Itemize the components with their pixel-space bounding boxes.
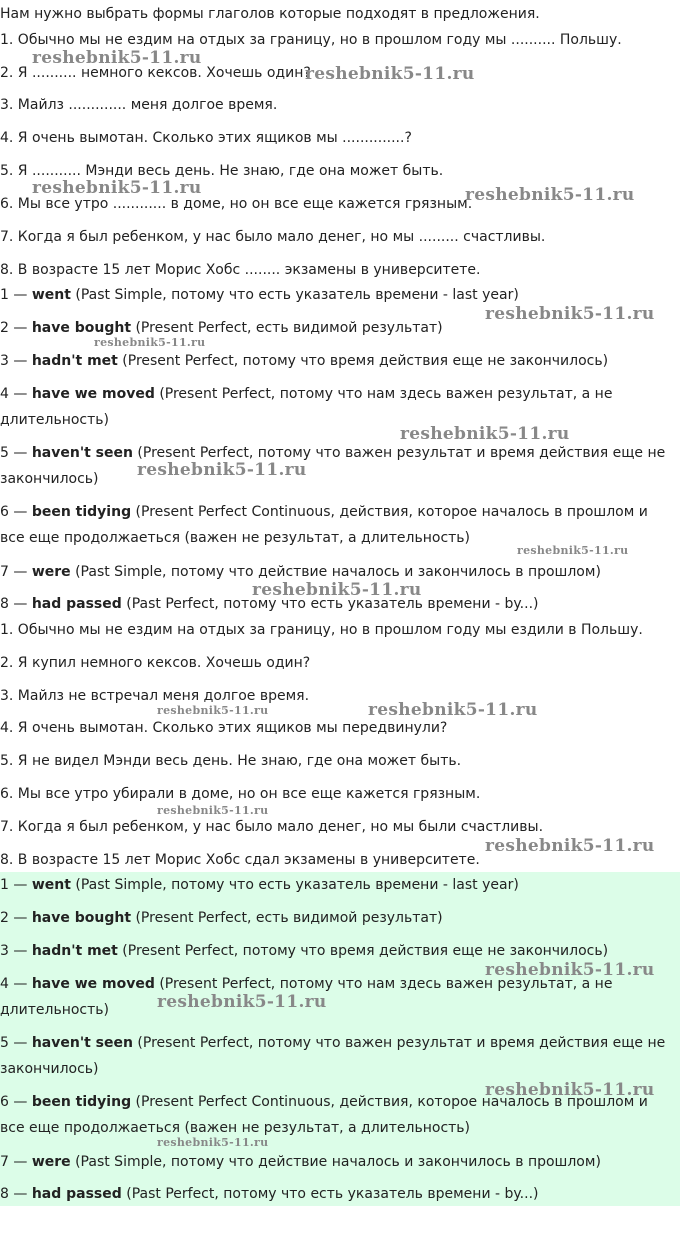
answer-verb: have bought [31, 320, 132, 336]
watermark: reshebnik5-11.ru [305, 64, 475, 84]
answer-number: 2 — [0, 910, 28, 926]
answer-verb: have we moved [31, 976, 155, 992]
filled-sentence-2: 2. Я купил немного кексов. Хочешь один? [0, 655, 311, 671]
watermark: reshebnik5-11.ru [94, 336, 206, 349]
answer-number: 3 — [0, 353, 28, 369]
answer-number: 1 — [0, 287, 28, 303]
answer-note: (Past Simple, потому что действие началось и закончилось в прошлом) [75, 564, 601, 580]
watermark: reshebnik5-11.ru [157, 1136, 269, 1149]
watermark: reshebnik5-11.ru [32, 178, 202, 198]
answer-verb: haven't seen [31, 445, 133, 461]
answer-note: (Present Perfect, есть видимой результат) [135, 320, 443, 336]
question-2: 2. Я .......... немного кексов. Хочешь один? [0, 65, 311, 81]
answer-verb: been tidying [31, 504, 132, 520]
answer-number: 8 — [0, 1186, 28, 1202]
answer-note: (Present Perfect, есть видимой результат) [135, 910, 443, 926]
filled-sentence-1: 1. Обычно мы не ездим на отдых за границу, но в прошлом году мы ездили в Польшу. [0, 622, 643, 638]
watermark: reshebnik5-11.ru [465, 185, 635, 205]
answer-number: 6 — [0, 504, 28, 520]
filled-sentence-6: 6. Мы все утро убирали в доме, но он все еще кажется грязным. [0, 786, 481, 802]
question-1: 1. Обычно мы не ездим на отдых за границу, но в прошлом году мы .......... Польшу. [0, 32, 622, 48]
watermark: reshebnik5-11.ru [252, 580, 422, 600]
answer-verb: hadn't met [31, 943, 118, 959]
filled-sentence-3: 3. Майлз не встречал меня долгое время. [0, 688, 310, 704]
filled-sentence-8: 8. В возрасте 15 лет Морис Хобс сдал экзамены в университете. [0, 852, 480, 868]
watermark: reshebnik5-11.ru [517, 544, 629, 557]
watermark: reshebnik5-11.ru [368, 700, 538, 720]
answer-note: (Present Perfect, потому что важен результат и время действия еще не закончилось) [0, 1035, 666, 1077]
answer-note: (Present Perfect Continuous, действия, которое началось в прошлом и все еще продолжаеться (важен не результат, а длительность) [0, 1094, 648, 1136]
answer-number: 3 — [0, 943, 28, 959]
answer-number: 1 — [0, 877, 28, 893]
question-5: 5. Я ........... Мэнди весь день. Не знаю, где она может быть. [0, 163, 444, 179]
answer-note: (Present Perfect, потому что время действия еще не закончилось) [122, 353, 609, 369]
answer-number: 7 — [0, 564, 28, 580]
answer-note: (Past Simple, потому что есть указатель времени - last year) [75, 287, 519, 303]
intro-text: Нам нужно выбрать формы глаголов которые подходят в предложения. [0, 6, 540, 22]
filled-sentence-5: 5. Я не видел Мэнди весь день. Не знаю, где она может быть. [0, 753, 462, 769]
answer-3 [0, 348, 676, 374]
answer-4 [0, 381, 676, 433]
answer-note: (Past Simple, потому что действие началось и закончилось в прошлом) [75, 1154, 601, 1170]
answer-2-repeat [0, 905, 676, 931]
answer-verb: have bought [31, 910, 132, 926]
answer-verb: were [31, 564, 71, 580]
answer-verb: were [31, 1154, 71, 1170]
answer-number: 6 — [0, 1094, 28, 1110]
watermark: reshebnik5-11.ru [157, 704, 269, 717]
answer-1-repeat [0, 872, 676, 898]
answer-5 [0, 440, 676, 492]
question-8: 8. В возрасте 15 лет Морис Хобс ........ экзамены в университете. [0, 262, 481, 278]
watermark: reshebnik5-11.ru [137, 460, 307, 480]
question-3: 3. Майлз ............. меня долгое время. [0, 97, 278, 113]
answer-number: 5 — [0, 445, 28, 461]
answer-number: 5 — [0, 1035, 28, 1051]
answer-note: (Present Perfect, потому что нам здесь важен результат, а не длительность) [0, 386, 613, 428]
watermark: reshebnik5-11.ru [485, 836, 655, 856]
answer-number: 7 — [0, 1154, 28, 1170]
watermark: reshebnik5-11.ru [485, 304, 655, 324]
watermark: reshebnik5-11.ru [485, 1080, 655, 1100]
answer-5-repeat [0, 1030, 676, 1082]
answer-7-repeat [0, 1149, 676, 1175]
question-7: 7. Когда я был ребенком, у нас было мало денег, но мы ......... счастливы. [0, 229, 546, 245]
answer-verb: haven't seen [31, 1035, 133, 1051]
watermark: reshebnik5-11.ru [157, 992, 327, 1012]
answer-number: 4 — [0, 976, 28, 992]
answer-verb: had passed [31, 596, 122, 612]
answer-number: 2 — [0, 320, 28, 336]
answer-verb: had passed [31, 1186, 122, 1202]
answer-note: (Present Perfect, потому что время действия еще не закончилось) [122, 943, 609, 959]
question-4: 4. Я очень вымотан. Сколько этих ящиков мы ..............? [0, 130, 412, 146]
answer-note: (Present Perfect, потому что нам здесь важен результат, а не длительность) [0, 976, 613, 1018]
answer-verb: went [31, 877, 71, 893]
watermark: reshebnik5-11.ru [485, 960, 655, 980]
answer-verb: went [31, 287, 71, 303]
answer-note: (Past Simple, потому что есть указатель времени - last year) [75, 877, 519, 893]
answer-verb: have we moved [31, 386, 155, 402]
watermark: reshebnik5-11.ru [32, 48, 202, 68]
answer-note: (Past Perfect, потому что есть указатель времени - by...) [126, 596, 539, 612]
answer-note: (Present Perfect, потому что важен результат и время действия еще не закончилось) [0, 445, 666, 487]
watermark: reshebnik5-11.ru [157, 804, 269, 817]
filled-sentence-7: 7. Когда я был ребенком, у нас было мало денег, но мы были счастливы. [0, 819, 544, 835]
filled-sentence-4: 4. Я очень вымотан. Сколько этих ящиков мы передвинули? [0, 720, 448, 736]
question-6: 6. Мы все утро ............ в доме, но он все еще кажется грязным. [0, 196, 473, 212]
watermark: reshebnik5-11.ru [400, 424, 570, 444]
answer-note: (Present Perfect Continuous, действия, которое началось в прошлом и все еще продолжаеться (важен не результат, а длительность) [0, 504, 648, 546]
answer-number: 8 — [0, 596, 28, 612]
answer-number: 4 — [0, 386, 28, 402]
answer-verb: been tidying [31, 1094, 132, 1110]
answer-note: (Past Perfect, потому что есть указатель времени - by...) [126, 1186, 539, 1202]
answer-8-repeat [0, 1181, 676, 1207]
answer-verb: hadn't met [31, 353, 118, 369]
